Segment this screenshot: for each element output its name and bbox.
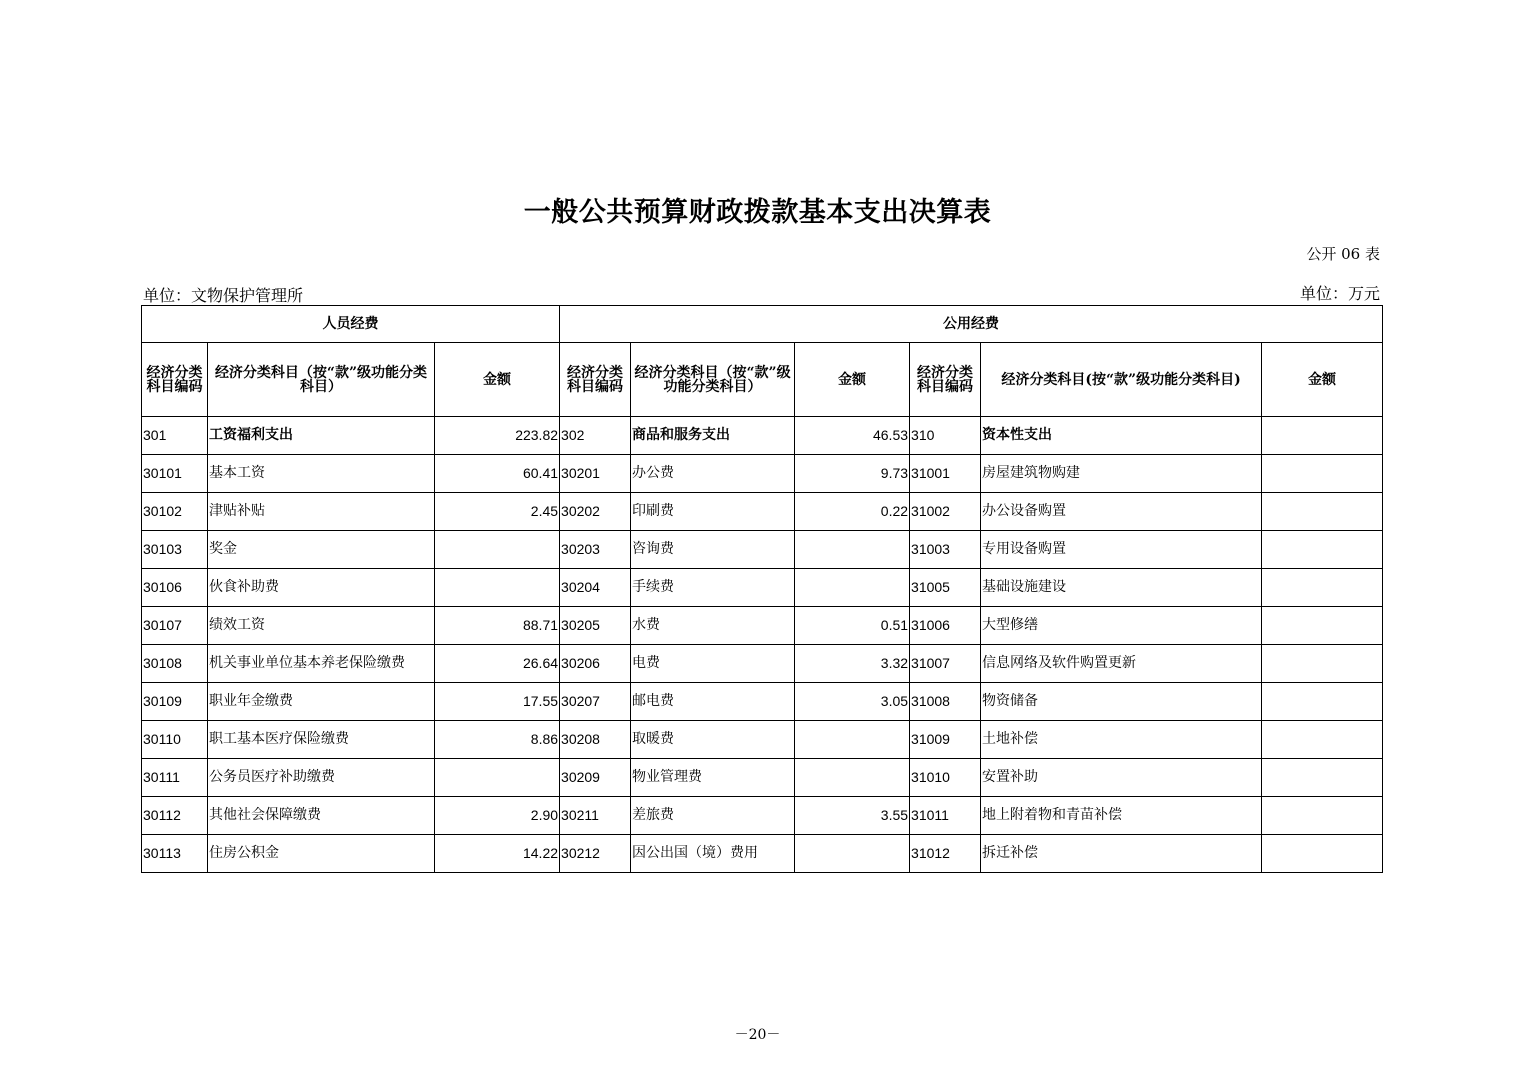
code-cell: 30103 (142, 531, 208, 569)
name-cell: 水费 (631, 607, 795, 645)
amount-cell: 3.55 (795, 797, 910, 835)
code-cell: 302 (560, 417, 631, 455)
table-row (142, 759, 1383, 797)
code-cell: 30108 (142, 645, 208, 683)
table-row (142, 417, 1383, 455)
code-cell: 30206 (560, 645, 631, 683)
code-cell: 31002 (910, 493, 981, 531)
name-cell: 因公出国（境）费用 (631, 835, 795, 873)
name-cell: 办公设备购置 (981, 493, 1262, 531)
header-code-c: 经济分类科目编码 (910, 343, 981, 417)
name-cell: 信息网络及软件购置更新 (981, 645, 1262, 683)
amount-cell: 88.71 (435, 607, 560, 645)
amount-cell (1262, 417, 1383, 455)
header-name-b: 经济分类科目（按“款”级功能分类科目） (631, 343, 795, 417)
name-cell: 奖金 (208, 531, 435, 569)
amount-cell: 223.82 (435, 417, 560, 455)
amount-cell (1262, 835, 1383, 873)
name-cell: 绩效工资 (208, 607, 435, 645)
name-cell: 差旅费 (631, 797, 795, 835)
page-title: 一般公共预算财政拨款基本支出决算表 (523, 197, 992, 228)
code-cell: 30208 (560, 721, 631, 759)
form-number: 公开 06 表 (1306, 245, 1380, 263)
table-row (142, 797, 1383, 835)
amount-cell: 9.73 (795, 455, 910, 493)
name-cell: 职工基本医疗保险缴费 (208, 721, 435, 759)
amount-cell: 8.86 (435, 721, 560, 759)
table-row (142, 569, 1383, 607)
amount-cell: 14.22 (435, 835, 560, 873)
code-cell: 31003 (910, 531, 981, 569)
amount-cell (1262, 493, 1383, 531)
name-cell: 津贴补贴 (208, 493, 435, 531)
name-cell: 商品和服务支出 (631, 417, 795, 455)
amount-cell (795, 759, 910, 797)
amount-cell: 2.90 (435, 797, 560, 835)
code-cell: 30113 (142, 835, 208, 873)
amount-cell: 3.05 (795, 683, 910, 721)
code-cell: 30112 (142, 797, 208, 835)
section-header-row (142, 306, 1383, 343)
amount-cell: 46.53 (795, 417, 910, 455)
name-cell: 住房公积金 (208, 835, 435, 873)
name-cell: 咨询费 (631, 531, 795, 569)
name-cell: 土地补偿 (981, 721, 1262, 759)
code-cell: 30204 (560, 569, 631, 607)
table-row (142, 493, 1383, 531)
name-cell: 物业管理费 (631, 759, 795, 797)
name-cell: 手续费 (631, 569, 795, 607)
name-cell: 拆迁补偿 (981, 835, 1262, 873)
code-cell: 31006 (910, 607, 981, 645)
code-cell: 31009 (910, 721, 981, 759)
name-cell: 伙食补助费 (208, 569, 435, 607)
amount-cell (795, 569, 910, 607)
amount-cell (435, 569, 560, 607)
code-cell: 30212 (560, 835, 631, 873)
name-cell: 办公费 (631, 455, 795, 493)
amount-cell (795, 835, 910, 873)
header-amount-a: 金额 (435, 343, 560, 417)
unit-organization: 单位：文物保护管理所 (143, 286, 304, 305)
code-cell: 30101 (142, 455, 208, 493)
amount-cell: 0.22 (795, 493, 910, 531)
name-cell: 电费 (631, 645, 795, 683)
amount-cell: 2.45 (435, 493, 560, 531)
table-row (142, 531, 1383, 569)
name-cell: 机关事业单位基本养老保险缴费 (208, 645, 435, 683)
code-cell: 31001 (910, 455, 981, 493)
amount-cell (435, 531, 560, 569)
name-cell: 其他社会保障缴费 (208, 797, 435, 835)
code-cell: 30106 (142, 569, 208, 607)
header-code-a: 经济分类科目编码 (142, 343, 208, 417)
table-row (142, 607, 1383, 645)
code-cell: 30203 (560, 531, 631, 569)
code-cell: 30209 (560, 759, 631, 797)
code-cell: 31010 (910, 759, 981, 797)
code-cell: 30109 (142, 683, 208, 721)
amount-cell: 60.41 (435, 455, 560, 493)
page-number: －20－ (734, 1027, 781, 1043)
name-cell: 基础设施建设 (981, 569, 1262, 607)
name-cell: 资本性支出 (981, 417, 1262, 455)
table-row (142, 455, 1383, 493)
code-cell: 30110 (142, 721, 208, 759)
amount-cell: 0.51 (795, 607, 910, 645)
table-row (142, 835, 1383, 873)
code-cell: 31007 (910, 645, 981, 683)
code-cell: 30107 (142, 607, 208, 645)
code-cell: 30201 (560, 455, 631, 493)
amount-cell (1262, 721, 1383, 759)
code-cell: 30211 (560, 797, 631, 835)
code-cell: 30102 (142, 493, 208, 531)
amount-cell (795, 531, 910, 569)
amount-cell (1262, 455, 1383, 493)
amount-cell (1262, 759, 1383, 797)
code-cell: 310 (910, 417, 981, 455)
code-cell: 31011 (910, 797, 981, 835)
code-cell: 30202 (560, 493, 631, 531)
amount-cell (1262, 683, 1383, 721)
name-cell: 专用设备购置 (981, 531, 1262, 569)
name-cell: 地上附着物和青苗补偿 (981, 797, 1262, 835)
amount-cell (1262, 645, 1383, 683)
amount-cell (1262, 607, 1383, 645)
name-cell: 基本工资 (208, 455, 435, 493)
table-row (142, 645, 1383, 683)
header-name-a: 经济分类科目（按“款”级功能分类科目） (208, 343, 435, 417)
table-row (142, 683, 1383, 721)
section-public: 公用经费 (560, 306, 1383, 343)
table-row (142, 721, 1383, 759)
name-cell: 大型修缮 (981, 607, 1262, 645)
name-cell: 公务员医疗补助缴费 (208, 759, 435, 797)
amount-cell: 17.55 (435, 683, 560, 721)
name-cell: 安置补助 (981, 759, 1262, 797)
amount-cell (1262, 531, 1383, 569)
header-name-c: 经济分类科目(按“款”级功能分类科目) (981, 343, 1262, 417)
section-personnel: 人员经费 (142, 306, 560, 343)
code-cell: 31008 (910, 683, 981, 721)
name-cell: 邮电费 (631, 683, 795, 721)
amount-cell (1262, 569, 1383, 607)
code-cell: 31012 (910, 835, 981, 873)
name-cell: 物资储备 (981, 683, 1262, 721)
amount-cell (1262, 797, 1383, 835)
amount-cell: 26.64 (435, 645, 560, 683)
header-code-b: 经济分类科目编码 (560, 343, 631, 417)
code-cell: 30207 (560, 683, 631, 721)
amount-cell (435, 759, 560, 797)
expenditure-table (141, 305, 1383, 873)
header-amount-c: 金额 (1262, 343, 1383, 417)
amount-cell: 3.32 (795, 645, 910, 683)
code-cell: 30205 (560, 607, 631, 645)
code-cell: 30111 (142, 759, 208, 797)
code-cell: 31005 (910, 569, 981, 607)
amount-cell (795, 721, 910, 759)
name-cell: 取暖费 (631, 721, 795, 759)
code-cell: 301 (142, 417, 208, 455)
unit-currency: 单位：万元 (1299, 284, 1380, 303)
name-cell: 职业年金缴费 (208, 683, 435, 721)
name-cell: 工资福利支出 (208, 417, 435, 455)
name-cell: 房屋建筑物购建 (981, 455, 1262, 493)
column-header-row (142, 343, 1383, 417)
header-amount-b: 金额 (795, 343, 910, 417)
name-cell: 印刷费 (631, 493, 795, 531)
